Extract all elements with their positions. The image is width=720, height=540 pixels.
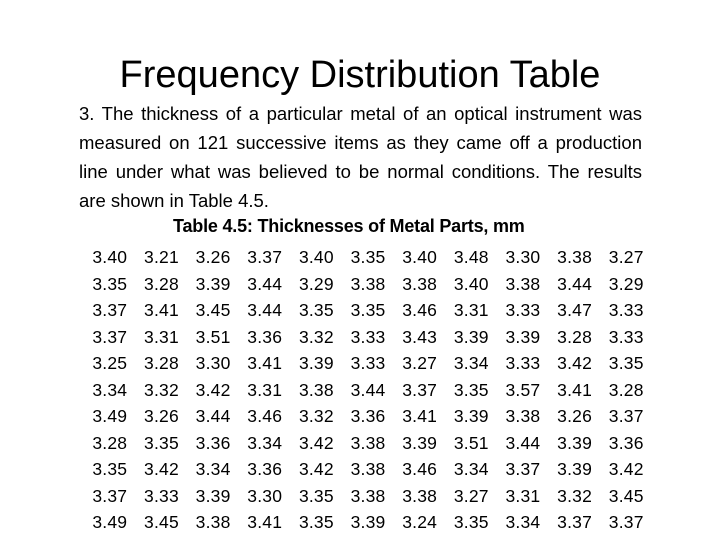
table-cell: 3.28 xyxy=(92,432,128,453)
table-cell: 3.44 xyxy=(505,432,541,453)
table-cell: 3.37 xyxy=(608,406,644,426)
table-cell: 3.27 xyxy=(402,353,438,373)
table-cell: 3.31 xyxy=(505,485,541,506)
table-cell: 3.40 xyxy=(402,247,438,267)
table-cell: 3.47 xyxy=(557,300,593,320)
table-cell: 3.37 xyxy=(557,512,593,532)
table-cell: 3.42 xyxy=(608,459,644,479)
table-cell: 3.37 xyxy=(247,247,283,267)
table-cell: 3.43 xyxy=(402,326,438,347)
table-cell: 3.41 xyxy=(402,406,438,426)
table-cell: 3.39 xyxy=(557,459,593,479)
table-cell: 3.32 xyxy=(557,485,593,506)
table-cell: 3.24 xyxy=(402,512,438,532)
table-cell: 3.32 xyxy=(144,379,179,400)
table-cell: 3.41 xyxy=(557,379,593,400)
table-cell: 3.28 xyxy=(144,353,179,373)
table-cell: 3.45 xyxy=(608,485,644,506)
table-row xyxy=(84,509,652,536)
table-cell: 3.39 xyxy=(453,406,489,426)
table-cell: 3.39 xyxy=(453,326,489,347)
table-row xyxy=(84,403,652,430)
table-cell: 3.40 xyxy=(298,247,334,267)
table-cell: 3.37 xyxy=(92,326,128,347)
table-cell: 3.45 xyxy=(144,512,179,532)
table-cell: 3.44 xyxy=(195,406,231,426)
table-cell: 3.32 xyxy=(298,326,334,347)
table-cell: 3.26 xyxy=(195,247,231,267)
table-cell: 3.46 xyxy=(402,300,438,320)
table-cell: 3.37 xyxy=(402,379,438,400)
table-cell: 3.27 xyxy=(453,485,489,506)
table-cell: 3.30 xyxy=(247,485,283,506)
table-row xyxy=(84,271,652,298)
table-cell: 3.38 xyxy=(505,273,541,294)
table-cell: 3.34 xyxy=(505,512,541,532)
table-cell: 3.35 xyxy=(350,300,386,320)
table-cell: 3.35 xyxy=(92,459,128,479)
table-cell: 3.49 xyxy=(92,512,128,532)
table-cell: 3.31 xyxy=(247,379,283,400)
table-cell: 3.30 xyxy=(195,353,231,373)
table-row xyxy=(84,456,652,483)
table-cell: 3.42 xyxy=(298,459,334,479)
table-cell: 3.36 xyxy=(350,406,386,426)
table-cell: 3.38 xyxy=(402,273,438,294)
table-cell: 3.39 xyxy=(195,273,231,294)
table-row xyxy=(84,483,652,510)
table-cell: 3.39 xyxy=(195,485,231,506)
table-cell: 3.37 xyxy=(505,459,541,479)
table-cell: 3.35 xyxy=(350,247,386,267)
table-cell: 3.28 xyxy=(608,379,644,400)
problem-statement: 3. The thickness of a particular metal of an optical instrument was measured on 121 successive items as they came off a production line under what was believed to be normal conditions. The results are shown in Table 4.5. xyxy=(79,103,642,211)
table-cell: 3.35 xyxy=(453,379,489,400)
table-cell: 3.27 xyxy=(608,247,644,267)
slide-title: Frequency Distribution Table xyxy=(119,54,601,96)
table-row xyxy=(84,244,652,271)
table-cell: 3.38 xyxy=(195,512,231,532)
table-cell: 3.38 xyxy=(402,485,438,506)
table-cell: 3.46 xyxy=(402,459,438,479)
table-cell: 3.28 xyxy=(144,273,179,294)
table-cell: 3.31 xyxy=(453,300,489,320)
table-cell: 3.51 xyxy=(453,432,489,453)
table-cell: 3.38 xyxy=(350,485,386,506)
table-cell: 3.28 xyxy=(557,326,593,347)
table-cell: 3.38 xyxy=(505,406,541,426)
table-cell: 3.39 xyxy=(350,512,386,532)
table-cell: 3.34 xyxy=(453,459,489,479)
table-cell: 3.36 xyxy=(247,326,283,347)
table-cell: 3.36 xyxy=(247,459,283,479)
table-cell: 3.44 xyxy=(247,300,283,320)
table-row xyxy=(84,430,652,457)
table-cell: 3.26 xyxy=(144,406,179,426)
table-cell: 3.33 xyxy=(505,300,541,320)
table-cell: 3.34 xyxy=(195,459,231,479)
table-cell: 3.39 xyxy=(298,353,334,373)
table-cell: 3.35 xyxy=(298,512,334,532)
thickness-data-table xyxy=(84,244,652,536)
table-cell: 3.38 xyxy=(298,379,334,400)
table-cell: 3.29 xyxy=(608,273,644,294)
table-cell: 3.35 xyxy=(298,485,334,506)
table-cell: 3.44 xyxy=(247,273,283,294)
table-cell: 3.42 xyxy=(195,379,231,400)
table-cell: 3.34 xyxy=(92,379,128,400)
table-cell: 3.35 xyxy=(144,432,179,453)
table-cell: 3.29 xyxy=(298,273,334,294)
table-cell: 3.38 xyxy=(557,247,593,267)
table-cell: 3.41 xyxy=(144,300,179,320)
table-cell: 3.35 xyxy=(92,273,128,294)
table-cell: 3.32 xyxy=(298,406,334,426)
table-cell: 3.25 xyxy=(92,353,128,373)
table-caption: Table 4.5: Thicknesses of Metal Parts, mm xyxy=(173,216,525,236)
table-cell: 3.33 xyxy=(608,326,644,347)
table-cell: 3.57 xyxy=(505,379,541,400)
table-cell: 3.33 xyxy=(350,353,386,373)
table-cell: 3.42 xyxy=(144,459,179,479)
table-cell: 3.37 xyxy=(92,300,128,320)
table-cell: 3.34 xyxy=(453,353,489,373)
table-cell: 3.42 xyxy=(557,353,593,373)
table-cell: 3.41 xyxy=(247,353,283,373)
table-cell: 3.38 xyxy=(350,432,386,453)
table-cell: 3.31 xyxy=(144,326,179,347)
table-cell: 3.45 xyxy=(195,300,231,320)
table-cell: 3.41 xyxy=(247,512,283,532)
table-cell: 3.36 xyxy=(195,432,231,453)
table-cell: 3.39 xyxy=(505,326,541,347)
table-cell: 3.42 xyxy=(298,432,334,453)
table-row xyxy=(84,324,652,351)
table-cell: 3.48 xyxy=(453,247,489,267)
table-cell: 3.37 xyxy=(92,485,128,506)
table-cell: 3.33 xyxy=(505,353,541,373)
table-cell: 3.33 xyxy=(350,326,386,347)
table-cell: 3.40 xyxy=(92,247,128,267)
table-cell: 3.35 xyxy=(608,353,644,373)
table-row xyxy=(84,377,652,404)
table-cell: 3.26 xyxy=(557,406,593,426)
table-cell: 3.51 xyxy=(195,326,231,347)
table-cell: 3.35 xyxy=(298,300,334,320)
table-cell: 3.39 xyxy=(557,432,593,453)
table-cell: 3.33 xyxy=(608,300,644,320)
table-cell: 3.33 xyxy=(144,485,179,506)
table-cell: 3.38 xyxy=(350,459,386,479)
table-cell: 3.46 xyxy=(247,406,283,426)
table-cell: 3.44 xyxy=(350,379,386,400)
table-cell: 3.21 xyxy=(144,247,179,267)
table-cell: 3.38 xyxy=(350,273,386,294)
table-cell: 3.30 xyxy=(505,247,541,267)
table-cell: 3.40 xyxy=(453,273,489,294)
table-cell: 3.35 xyxy=(453,512,489,532)
table-cell: 3.37 xyxy=(608,512,644,532)
table-row xyxy=(84,297,652,324)
table-cell: 3.44 xyxy=(557,273,593,294)
table-row xyxy=(84,350,652,377)
table-cell: 3.39 xyxy=(402,432,438,453)
table-cell: 3.49 xyxy=(92,406,128,426)
table-cell: 3.36 xyxy=(608,432,644,453)
table-cell: 3.34 xyxy=(247,432,283,453)
